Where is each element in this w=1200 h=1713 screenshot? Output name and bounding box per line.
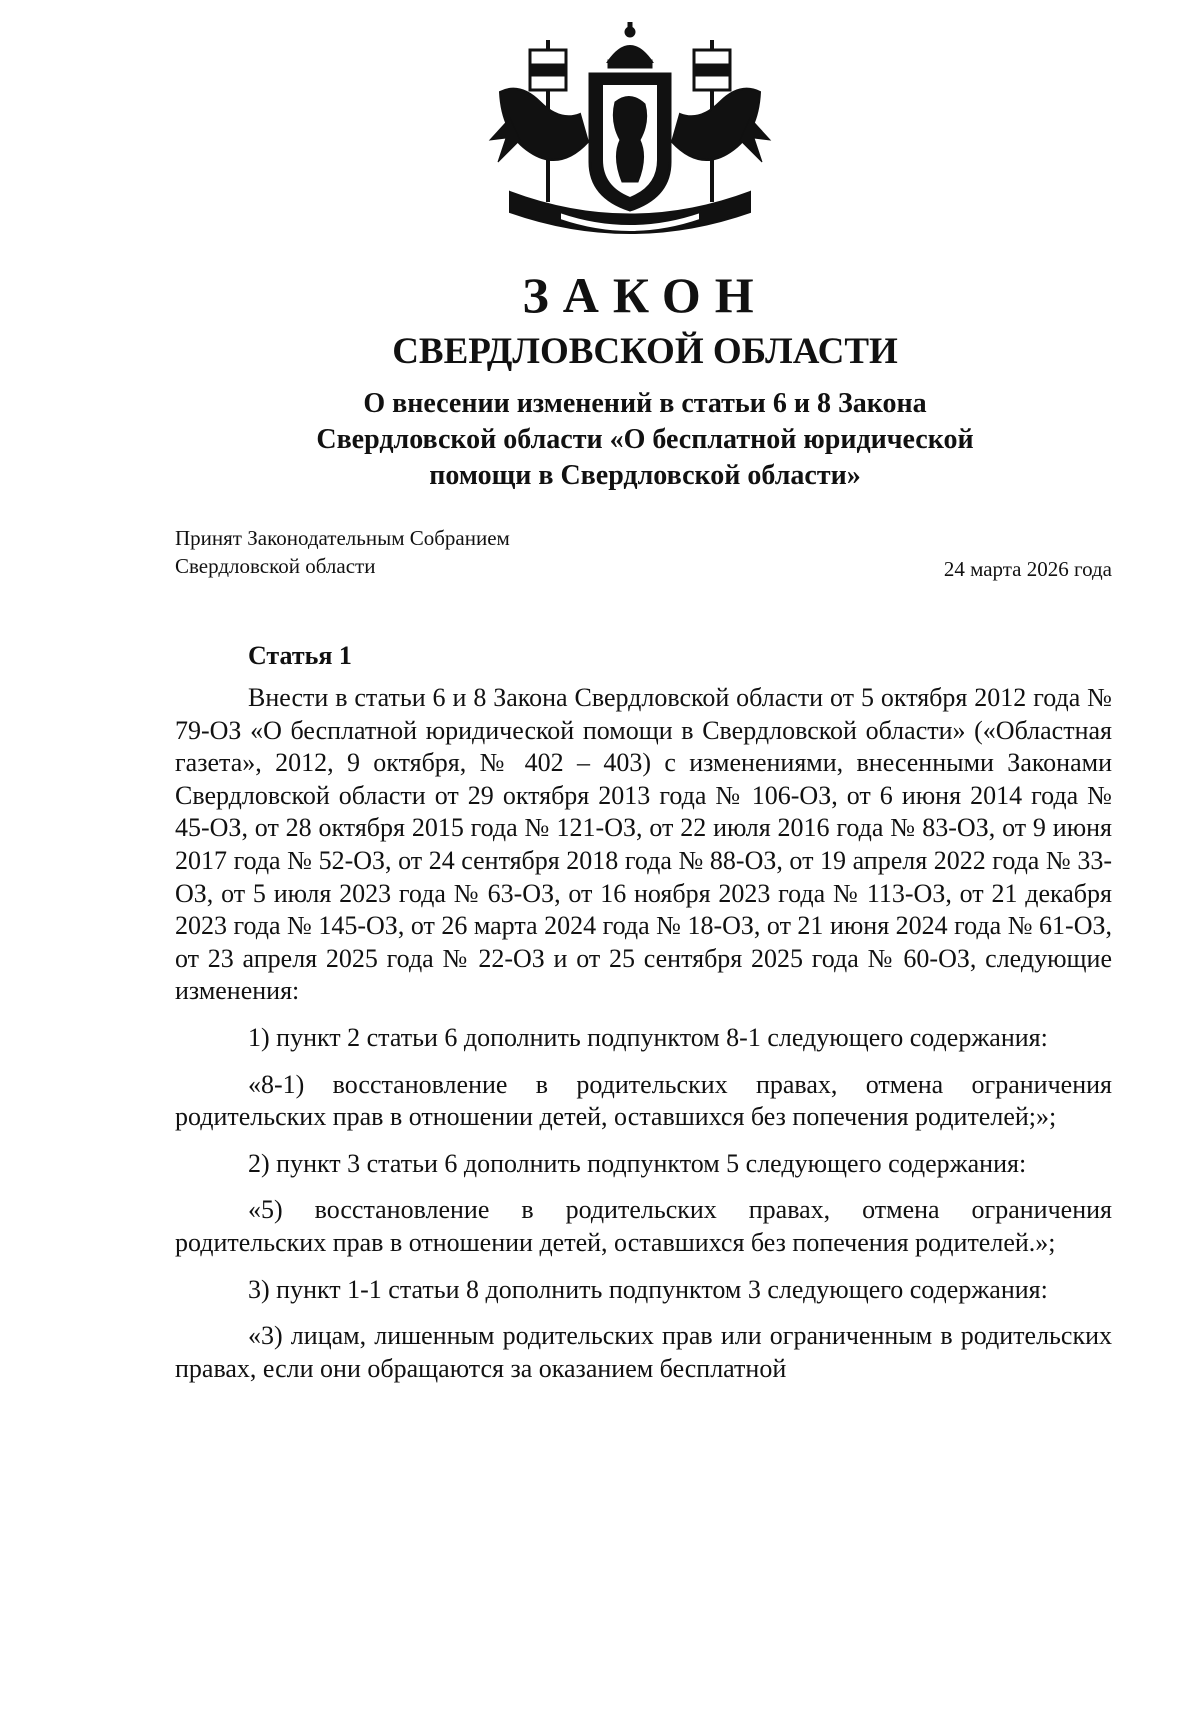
article-paragraph: 2) пункт 3 статьи 6 дополнить подпунктом 5 следующего содержания: bbox=[248, 1148, 1027, 1178]
article-paragraph: Внести в статьи 6 и 8 Закона Свердловской области от 5 октября 2012 года № 79-ОЗ «О бесплатной юридической помощи в Свердловской области» («Областная газета», 2012, 9 октября, № 402 – 403) с изменениями, внесенными Законами Свердловской области от 29 октября 2013 года № 106-ОЗ, от 6 июня 2014 года № 45-ОЗ, от 28 октября 2015 года № 121-ОЗ, от 22 июля 2016 года № 83-ОЗ, от 9 июня 2017 года № 52-ОЗ, от 24 сентября 2018 года № 88-ОЗ, от 19 апреля 2022 года № 33-ОЗ, от 5 июля 2023 года № 63-ОЗ, от 16 ноября 2023 года № 113-ОЗ, от 21 декабря 2023 года № 145-ОЗ, от 26 марта 2024 года № 18-ОЗ, от 21 июня 2024 года № 61-ОЗ, от 23 апреля 2025 года № 22-ОЗ и от 25 сентября 2025 года № 60-ОЗ, следующие изменения: bbox=[175, 683, 1112, 1006]
article-heading: Статья 1 bbox=[248, 641, 352, 670]
document-name-line: О внесении изменений в статьи 6 и 8 Закона bbox=[363, 388, 927, 419]
article-paragraph: «8-1) восстановление в родительских правах, отмена ограничения родительских прав в отношении детей, оставшихся без попечения родителей;»; bbox=[175, 1069, 1112, 1132]
adoption-date: 24 марта 2026 года bbox=[943, 557, 1112, 581]
document-title: ЗАКОН bbox=[522, 267, 768, 323]
document-name-line: Свердловской области «О бесплатной юридической bbox=[316, 424, 974, 455]
article-paragraph: 3) пункт 1-1 статьи 8 дополнить подпунктом 3 следующего содержания: bbox=[248, 1274, 1048, 1304]
document-subtitle: СВЕРДЛОВСКОЙ ОБЛАСТИ bbox=[392, 331, 898, 372]
document-name-line: помощи в Свердловской области» bbox=[429, 460, 861, 491]
article-paragraph: «3) лицам, лишенным родительских прав или ограниченным в родительских правах, если они обращаются за оказанием бесплатной bbox=[175, 1321, 1112, 1383]
coat-of-arms-icon bbox=[480, 22, 780, 250]
article-body bbox=[175, 682, 1112, 1385]
article-paragraph: 1) пункт 2 статьи 6 дополнить подпунктом 8-1 следующего содержания: bbox=[248, 1022, 1048, 1052]
adoption-statement bbox=[175, 524, 735, 580]
adoption-line: Принят Законодательным Собранием bbox=[175, 526, 510, 550]
adoption-line: Свердловской области bbox=[175, 554, 376, 578]
document-name bbox=[250, 386, 1040, 494]
article-paragraph: «5) восстановление в родительских правах, отмена ограничения родительских прав в отношении детей, оставшихся без попечения родителей.»; bbox=[175, 1195, 1112, 1257]
